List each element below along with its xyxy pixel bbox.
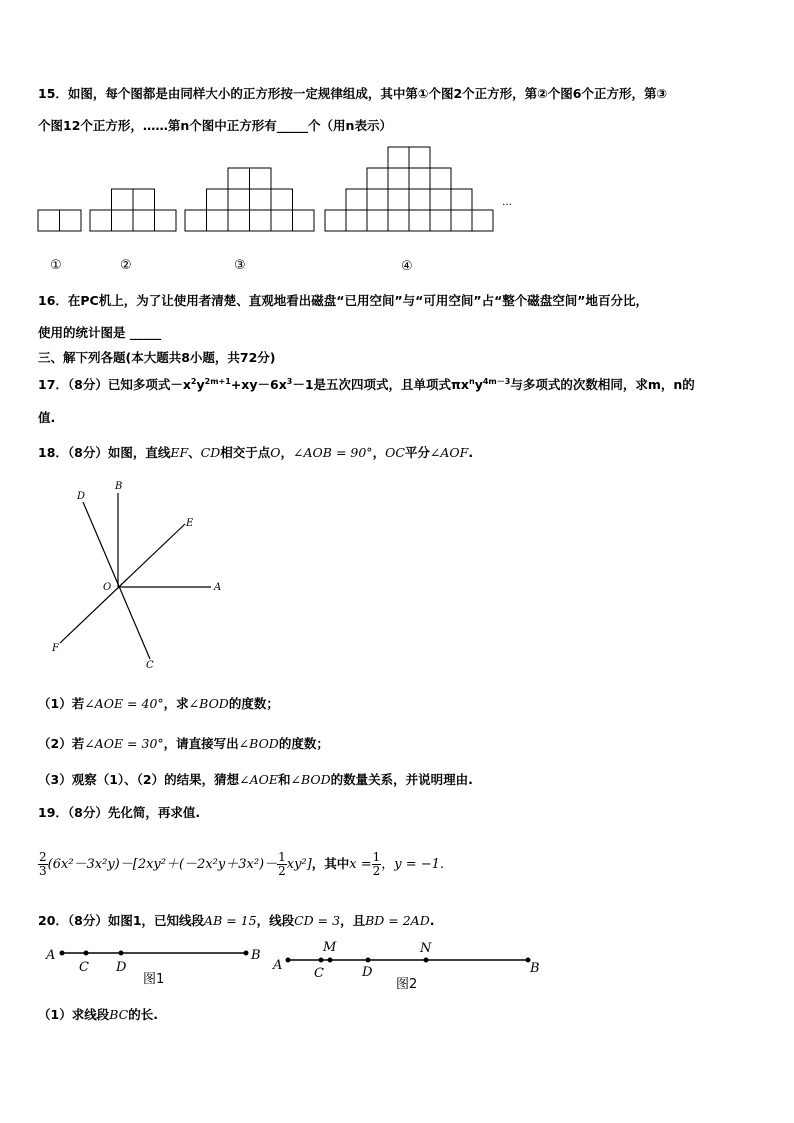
fig2-label-n: N [420, 941, 432, 956]
fig1-label-c: C [79, 960, 89, 975]
q20-bd: BD = 2AD [365, 913, 430, 928]
q18-p2-b: ，请直接写出 [163, 736, 239, 751]
q18-p2-c: 的度数； [278, 736, 329, 751]
q19-f3-num: 1 [372, 850, 381, 864]
q20-ab: AB = 15 [204, 913, 257, 928]
q20-part1 [38, 1005, 158, 1023]
label-a: A [214, 582, 222, 593]
q18-p3-a: （3）观察（1）、（2）的结果，猜想 [38, 772, 240, 787]
q17-y2: y [474, 377, 483, 392]
label-c: C [146, 660, 154, 671]
q18-text-a: 18．（8分）如图，直线 [38, 445, 171, 460]
q18-p1-c: 的度数； [228, 696, 279, 711]
q17-text-a: 17．（8分）已知多项式－x [38, 377, 191, 392]
fig2-point-m [328, 958, 333, 963]
q20-text-b: ，线段 [256, 913, 295, 928]
q18-p3-c: 的数量关系，并说明理由. [330, 772, 473, 787]
fig1-label-b: B [251, 948, 261, 963]
fig1-caption: 图1 [143, 972, 165, 987]
q18-text-c: ， [372, 445, 386, 460]
q19-expr-part1: (6x²－3x²y)－[2xy²＋(－2x²y＋3x²)－ [47, 857, 278, 872]
q18-p3-b: 和 [277, 772, 291, 787]
q19-f2-den: 2 [278, 864, 286, 878]
q18-text-b: 相交于点 [220, 445, 271, 460]
label-e: E [186, 518, 194, 529]
q18-sep1: 、 [188, 445, 201, 460]
q17-y: y [196, 377, 205, 392]
q17-text-b: +xy－6x [230, 377, 287, 392]
q18-p2-a: （2）若 [38, 736, 85, 751]
q17-exp1: 2 [190, 376, 197, 386]
q20-text-d: . [429, 913, 435, 928]
fig2-label-d: D [362, 965, 373, 980]
q17-exp4: n [469, 376, 475, 386]
q17-exp5: 4m－3 [482, 376, 511, 386]
fig2-caption: 图2 [396, 977, 418, 992]
fig2-point-n [424, 958, 429, 963]
q15-fig-label-2: ② [120, 258, 132, 273]
q20-p1-b: 的长. [128, 1007, 158, 1022]
q18-text-e: . [468, 445, 474, 460]
q19-f2-num: 1 [278, 850, 286, 864]
q15-ellipsis: … [502, 197, 512, 208]
q18-p1-angle: ∠AOE = 40° [84, 696, 164, 711]
fig2-label-a: A [273, 958, 283, 973]
q20-text-c: ，且 [340, 913, 366, 928]
fig1-point-c [84, 951, 89, 956]
q15-fig-label-4: ④ [401, 259, 413, 274]
q18-p1-b: ，求 [163, 696, 189, 711]
q19-mid-text: ，其中 [311, 856, 350, 871]
q16-line1: 16．在PC机上，为了让使用者清楚、直观地看出磁盘“已用空间”与“可用空间”占“整个磁盘空间”地百分比， [38, 293, 649, 308]
q18-p2-angle: ∠AOE = 30° [84, 736, 164, 751]
label-b: B [115, 481, 123, 492]
label-o: O [103, 582, 112, 593]
q18-p2-angle2: ∠BOD [238, 736, 279, 751]
q19-x-eq: x = [349, 857, 372, 872]
fig1-point-d [119, 951, 124, 956]
q15-line1: 15．如图，每个图都是由同样大小的正方形按一定规律组成，其中第①个图2个正方形，第②个图6个正方形，第③ [38, 86, 668, 101]
label-d: D [77, 491, 86, 502]
q17-exp3: 3 [286, 376, 293, 386]
q19-comma: ， [381, 857, 395, 872]
fig1-label-a: A [46, 948, 56, 963]
q18-sep2: ， [280, 445, 294, 460]
q19-f1-den: 3 [39, 864, 47, 878]
q18-p3-angle: ∠AOE [239, 772, 278, 787]
q19-f1-num: 2 [39, 850, 47, 864]
q18-angle-aob: ∠AOB = 90° [293, 445, 373, 460]
q15-line2: 个图12个正方形，……第n个图中正方形有_____个（用n表示） [38, 118, 392, 133]
fig1-point-a [60, 951, 65, 956]
q20-text-a: 20．（8分）如图1，已知线段 [38, 913, 205, 928]
fig2-label-b: B [530, 961, 540, 976]
q19-end: . [439, 857, 445, 872]
q19-expr-part2: xy²] [286, 857, 312, 872]
q18-cd: CD [200, 445, 221, 460]
q16-line2: 使用的统计图是 _____ [38, 325, 162, 340]
fig1-label-d: D [116, 960, 127, 975]
q15-fig-label-3: ③ [234, 258, 246, 273]
q15-fig-label-1: ① [50, 258, 62, 273]
q17-exp2: 2m+1 [204, 376, 231, 386]
q18-angle-aof: ∠AOF [429, 445, 469, 460]
fig2-point-a [286, 958, 291, 963]
fig2-label-m: M [323, 940, 337, 955]
section3-heading: 三、解下列各题(本大题共8小题，共72分) [38, 350, 276, 365]
q19-heading: 19．（8分）先化简，再求值. [38, 805, 201, 820]
q17-text-d: 与多项式的次数相同，求m，n的 [510, 377, 695, 392]
q19-y-eq: y = −1 [394, 857, 440, 872]
q17-line2: 值. [38, 410, 56, 425]
q18-text-d: 平分 [404, 445, 430, 460]
q20-p1-a: （1）求线段 [38, 1007, 110, 1022]
q17-text-c: －1是五次四项式，且单项式πx [292, 377, 469, 392]
fig2-label-c: C [314, 966, 324, 981]
fig1-point-b [244, 951, 249, 956]
q19-f3-den: 2 [372, 864, 381, 878]
q18-p1-a: （1）若 [38, 696, 85, 711]
q18-p1-angle2: ∠BOD [188, 696, 229, 711]
q18-o: O [270, 445, 281, 460]
q20-p1-bc: BC [109, 1007, 129, 1022]
fig2-point-c [319, 958, 324, 963]
q18-oc: OC [385, 445, 405, 460]
label-f: F [52, 643, 59, 654]
fig2-point-d [366, 958, 371, 963]
q20-cd: CD = 3 [294, 913, 341, 928]
q18-p3-angle2: ∠BOD [290, 772, 331, 787]
q18-ef: EF [170, 445, 189, 460]
